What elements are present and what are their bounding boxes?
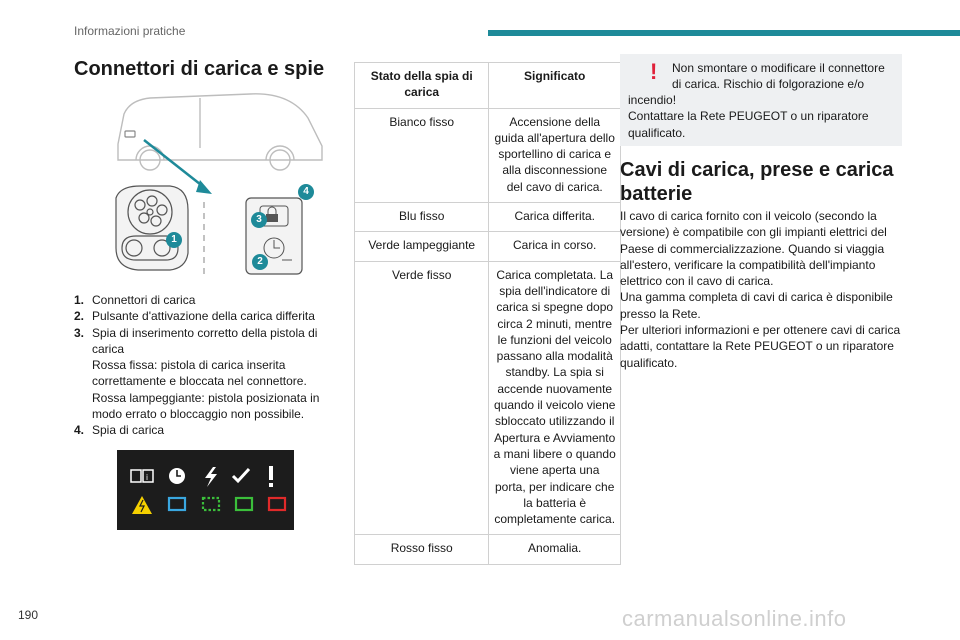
callout-3: 3 <box>251 212 267 228</box>
table-header: Stato della spia di carica <box>355 63 489 109</box>
section-title: Connettori di carica e spie <box>74 58 325 80</box>
page-number: 190 <box>18 608 39 622</box>
table-cell: Carica differita. <box>489 203 621 232</box>
charge-indicator-panel <box>117 450 294 530</box>
table-row <box>355 108 621 202</box>
svg-text:i: i <box>146 473 148 482</box>
header-accent-bar <box>488 30 960 36</box>
legend-text: Rossa lampeggiante: pistola posizionata in modo errato o bloccaggio non possibile. <box>92 390 320 422</box>
legend-text: Rossa fissa: pistola di carica inserita correttamente e bloccata nel connettore. <box>92 358 307 389</box>
table-cell: Rosso fisso <box>355 535 489 564</box>
table-row <box>355 203 621 232</box>
legend-number: 2. <box>74 309 85 324</box>
legend-item <box>74 308 336 324</box>
callout-4: 4 <box>298 184 314 200</box>
warning-text-rest: incendio! Contattare la Rete PEUGEOT o un riparatore qualificato. <box>628 93 869 140</box>
charge-status-table <box>354 62 621 565</box>
legend-number: 3. <box>74 325 85 340</box>
legend-text: Spia di inserimento corretto della pistola di carica <box>92 325 318 356</box>
table-row <box>355 232 621 261</box>
cables-paragraph: Il cavo di carica fornito con il veicolo (secondo la versione) è compatibile con gli impianti elettrici del Paese di commercializzazione. Quando si viaggia all'estero, verificare la compatibilità dell'impianto elettrico con il cavo di carica. Una gamma completa di cavi di carica è disponibile presso la Rete. Per ulteriori informazioni e per ottenere cavi di carica adatti, contattare la Rete PEUGEOT o un riparatore qualificato. <box>620 209 901 370</box>
callout-1: 1 <box>166 232 182 248</box>
clock-icon <box>169 468 185 484</box>
warning-text-first: Non smontare o modificare il connettore di carica. Rischio di folgorazione e/o <box>672 61 885 92</box>
cables-section-title: Cavi di carica, prese e carica batterie <box>620 159 894 205</box>
watermark: carmanualsonline.info <box>622 606 847 631</box>
legend-text: Connettori di carica <box>92 293 196 307</box>
charging-connector-illustration <box>100 88 330 282</box>
table-header: Significato <box>489 63 621 109</box>
legend-number: 4. <box>74 423 85 438</box>
table-cell: Verde fisso <box>355 261 489 535</box>
section-header: Informazioni pratiche <box>74 24 186 38</box>
table-cell: Carica completata. La spia dell'indicatore di carica si spegne dopo circa 2 minuti, mentre le funzioni del veicolo passano alla modalità standby. La spia si accende nuovamente quando il veicolo viene sbloccato utilizzando il Apertura e Avviamento a mani libere o quando viene aperta una porta, per indicare che la batteria è completamente carica. <box>489 261 621 535</box>
table-cell: Verde lampeggiante <box>355 232 489 261</box>
warning-box <box>620 54 902 146</box>
table-cell: Accensione della guida all'apertura dello sportellino di carica e alla disconnessione del cavo di carica. <box>489 108 621 202</box>
table-cell: Bianco fisso <box>355 108 489 202</box>
exclamation-icon <box>269 466 273 487</box>
table-row <box>355 261 621 535</box>
legend-item <box>74 325 336 423</box>
connector-legend <box>74 292 336 439</box>
legend-text: Pulsante d'attivazione della carica differita <box>92 309 315 324</box>
warning-exclamation-icon: ! <box>650 59 658 84</box>
legend-item <box>74 422 336 438</box>
legend-item <box>74 292 336 308</box>
table-cell: Blu fisso <box>355 203 489 232</box>
table-cell: Carica in corso. <box>489 232 621 261</box>
callout-2: 2 <box>252 254 268 270</box>
legend-number: 1. <box>74 293 85 307</box>
table-row <box>355 535 621 564</box>
legend-text: Spia di carica <box>92 423 165 438</box>
table-cell: Anomalia. <box>489 535 621 564</box>
